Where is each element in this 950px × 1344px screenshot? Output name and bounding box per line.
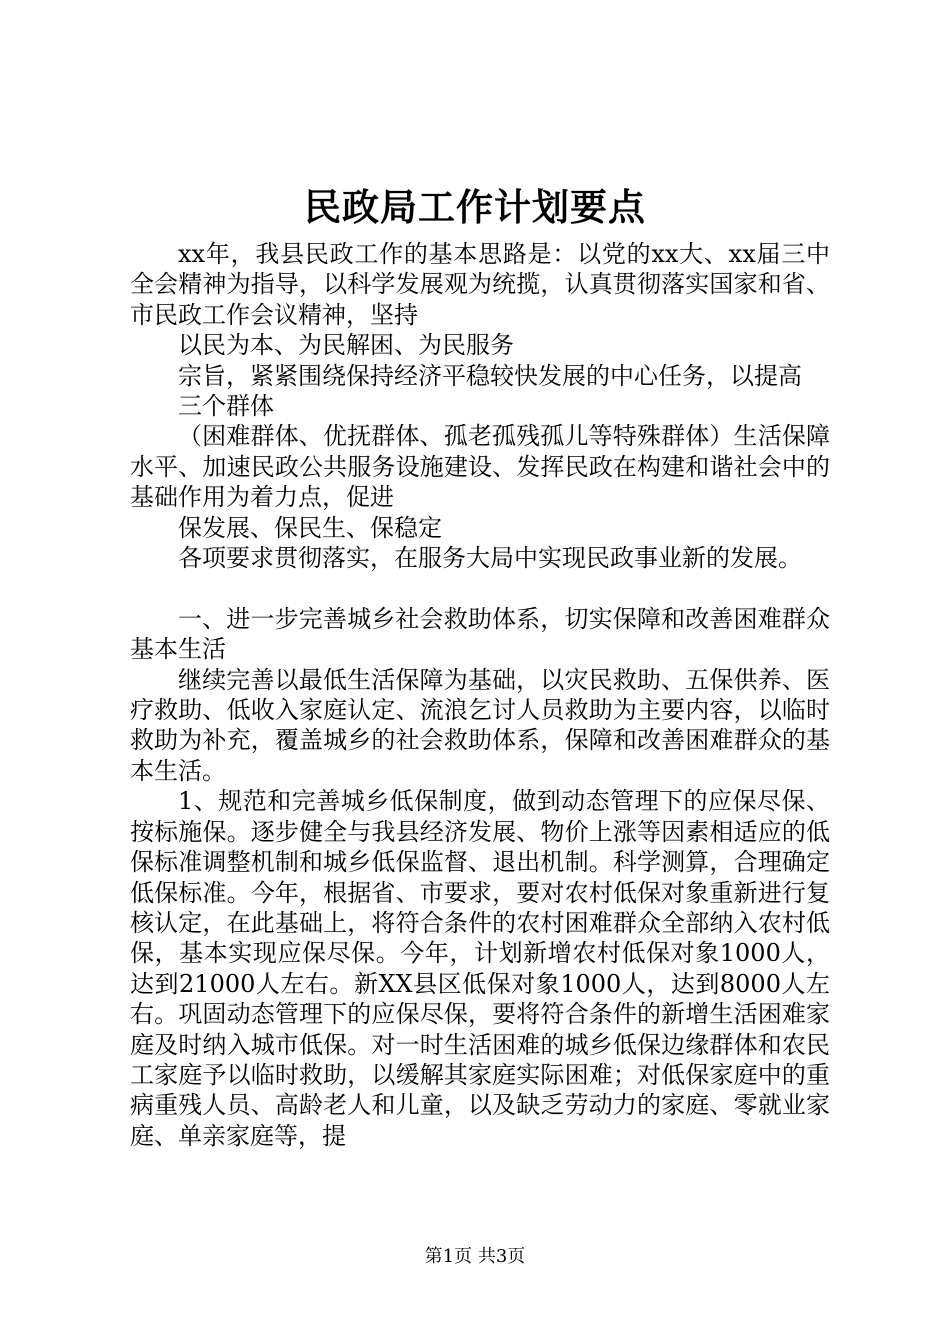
paragraph-spacer [130, 573, 830, 603]
paragraph-item-1: 1、规范和完善城乡低保制度，做到动态管理下的应保尽保、按标施保。逐步健全与我县经济发展、物价上涨等因素相适应的低保标准调整机制和城乡低保监督、退出机制。科学测算，合理确定低保标准。今年，根据省、市要求，要对农村低保对象重新进行复核认定，在此基础上，将符合条件的农村困难群众全部纳入农村低保，基本实现应保尽保。今年，计划新增农村低保对象1000人，达到21000人左右。新XX县区低保对象1000人，达到8000人左右。巩固动态管理下的应保尽保，要将符合条件的新增生活困难家庭及时纳入城市低保。对一时生活困难的城乡低保边缘群体和农民工家庭予以临时救助，以缓解其家庭实际困难；对低保家庭中的重病重残人员、高龄老人和儿童，以及缺乏劳动力的家庭、零就业家庭、单亲家庭等，提 [130, 787, 830, 1150]
section-heading-1: 一、进一步完善城乡社会救助体系，切实保障和改善困难群众基本生活 [130, 604, 830, 664]
paragraph-basic-approach: xx年，我县民政工作的基本思路是：以党的xx大、xx届三中全会精神为指导，以科学发展观为统揽，认真贯彻落实国家和省、市民政工作会议精神，坚持 [130, 240, 830, 329]
page-number: 第1页 共3页 [424, 1246, 526, 1267]
paragraph-implementation: 各项要求贯彻落实，在服务大局中实现民政事业新的发展。 [178, 544, 802, 573]
paragraph-three-groups: 三个群体 [178, 392, 274, 421]
paragraph-assistance-system: 继续完善以最低生活保障为基础，以灾民救助、五保供养、医疗救助、低收入家庭认定、流浪乞讨人员救助为主要内容，以临时救助为补充，覆盖城乡的社会救助体系，保障和改善困难群众的基本生活。 [130, 665, 830, 785]
document-title: 民政局工作计划要点 [304, 186, 646, 229]
document-body [130, 239, 830, 1151]
paragraph-purpose: 宗旨，紧紧围绕保持经济平稳较快发展的中心任务，以提高 [178, 361, 802, 390]
paragraph-three-guarantees: 保发展、保民生、保稳定 [178, 513, 442, 542]
paragraph-groups-detail: （困难群体、优抚群体、孤老孤残孤儿等特殊群体）生活保障水平、加速民政公共服务设施建设、发挥民政在构建和谐社会中的基础作用为着力点，促进 [130, 422, 830, 512]
paragraph-people-first: 以民为本、为民解困、为民服务 [178, 331, 514, 360]
